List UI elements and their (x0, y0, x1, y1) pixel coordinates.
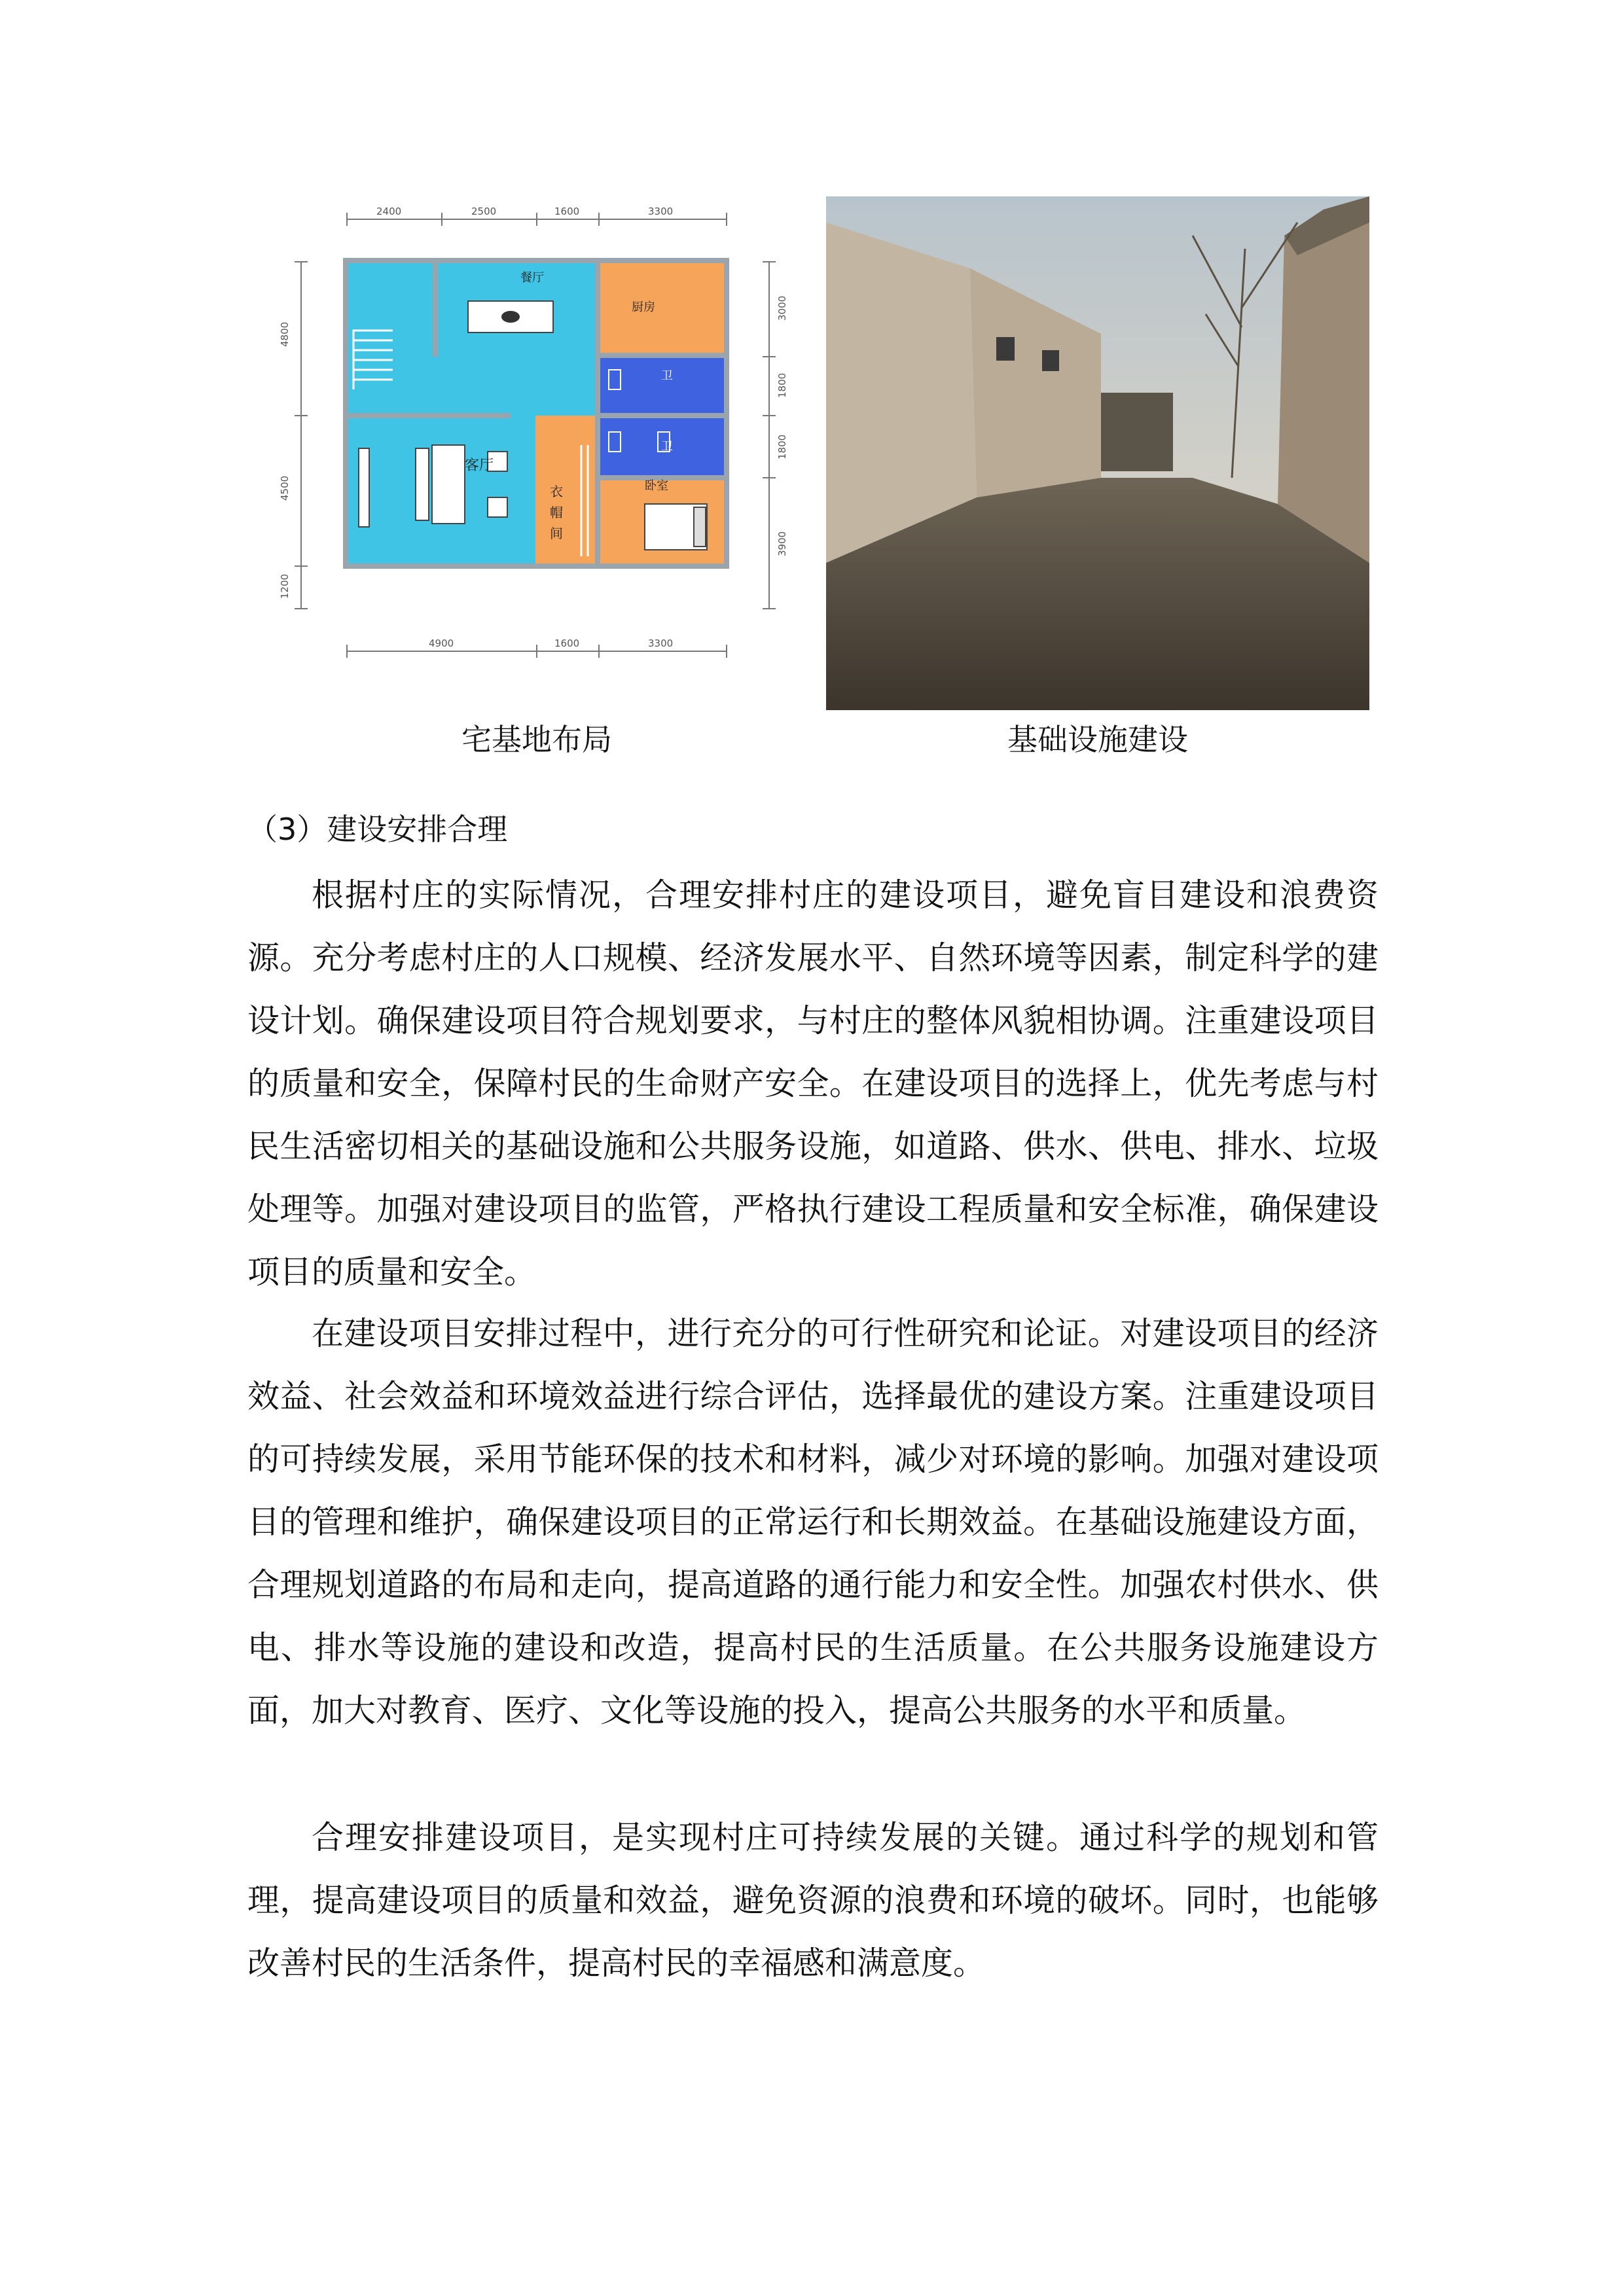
dim-right-3: 1800 (776, 434, 788, 459)
dim-left-3: 1200 (279, 573, 291, 599)
room-label-living: 客厅 (465, 457, 494, 474)
right-wall (1278, 196, 1369, 563)
room-label-closet-2: 帽 (550, 505, 563, 520)
dim-top-4: 3300 (648, 206, 674, 217)
room-label-kitchen: 厨房 (632, 300, 655, 314)
dim-right-1: 3000 (776, 295, 788, 321)
photo-scene (826, 196, 1369, 710)
excavator (1101, 393, 1173, 471)
paragraph-2: 在建设项目安排过程中，进行充分的可行性研究和论证。对建设项目的经济效益、社会效益和环境效益进行综合评估，选择最优的建设方案。注重建设项目的可持续发展，采用节能环保的技术和材料，减少对环境的影响。加强对建设项目的管理和维护，确保建设项目的正常运行和长期效益。在基础设施建设方面，合理规划道路的布局和走向，提高道路的通行能力和安全性。加强农村供水、供电、排水等设施的建设和改造，提高村民的生活质量。在公共服务设施建设方面，加大对教育、医疗、文化等设施的投入，提高公共服务的水平和质量。 (247, 1315, 1379, 1729)
room-label-bedroom: 卧室 (645, 479, 668, 493)
dim-top-2: 2500 (471, 206, 497, 217)
dim-bottom-1: 4900 (429, 637, 454, 649)
room-label-closet-3: 间 (550, 526, 563, 541)
window (996, 337, 1015, 361)
dining-table-icon (468, 301, 553, 332)
window (1042, 350, 1059, 371)
room-label-bath-2: 卫 (661, 440, 673, 454)
room-label-closet-1: 衣 (550, 484, 563, 499)
room-label-bath-1: 卫 (661, 369, 673, 383)
floor-plan-caption: 宅基地布局 (461, 722, 612, 757)
dim-left-1: 4800 (279, 321, 291, 347)
floor-plan-drawing (262, 190, 812, 707)
section-heading: （3）建设安排合理 (247, 812, 508, 847)
floor-plan-figure (262, 190, 812, 707)
dining-room-area (346, 260, 598, 416)
dim-right-2: 1800 (776, 372, 788, 398)
dim-top-1: 2400 (376, 206, 402, 217)
paragraph-1: 根据村庄的实际情况，合理安排村庄的建设项目，避免盲目建设和浪费资源。充分考虑村庄的人口规模、经济发展水平、自然环境等因素，制定科学的建设计划。确保建设项目符合规划要求，与村庄的整体风貌相协调。注重建设项目的质量和安全，保障村民的生命财产安全。在建设项目的选择上，优先考虑与村民生活密切相关的基础设施和公共服务设施，如道路、供水、供电、排水、垃圾处理等。加强对建设项目的监管，严格执行建设工程质量和安全标准，确保建设项目的质量和安全。 (247, 876, 1379, 1291)
dim-bottom-3: 3300 (648, 637, 674, 649)
dim-left-2: 4500 (279, 475, 291, 501)
dim-top-3: 1600 (554, 206, 580, 217)
bathroom-1-area (598, 355, 727, 416)
kitchen-area (598, 260, 727, 355)
bed-icon (645, 504, 707, 550)
infrastructure-photo (826, 196, 1369, 710)
dim-right-4: 3900 (776, 531, 788, 556)
photo-caption: 基础设施建设 (1007, 722, 1188, 757)
room-label-dining: 餐厅 (520, 271, 544, 285)
paragraph-3: 合理安排建设项目，是实现村庄可持续发展的关键。通过科学的规划和管理，提高建设项目的质量和效益，避免资源的浪费和环境的破坏。同时，也能够改善村民的生活条件，提高村民的幸福感和满意度。 (247, 1819, 1379, 1982)
stairs-icon (353, 331, 393, 389)
dim-bottom-2: 1600 (554, 637, 580, 649)
